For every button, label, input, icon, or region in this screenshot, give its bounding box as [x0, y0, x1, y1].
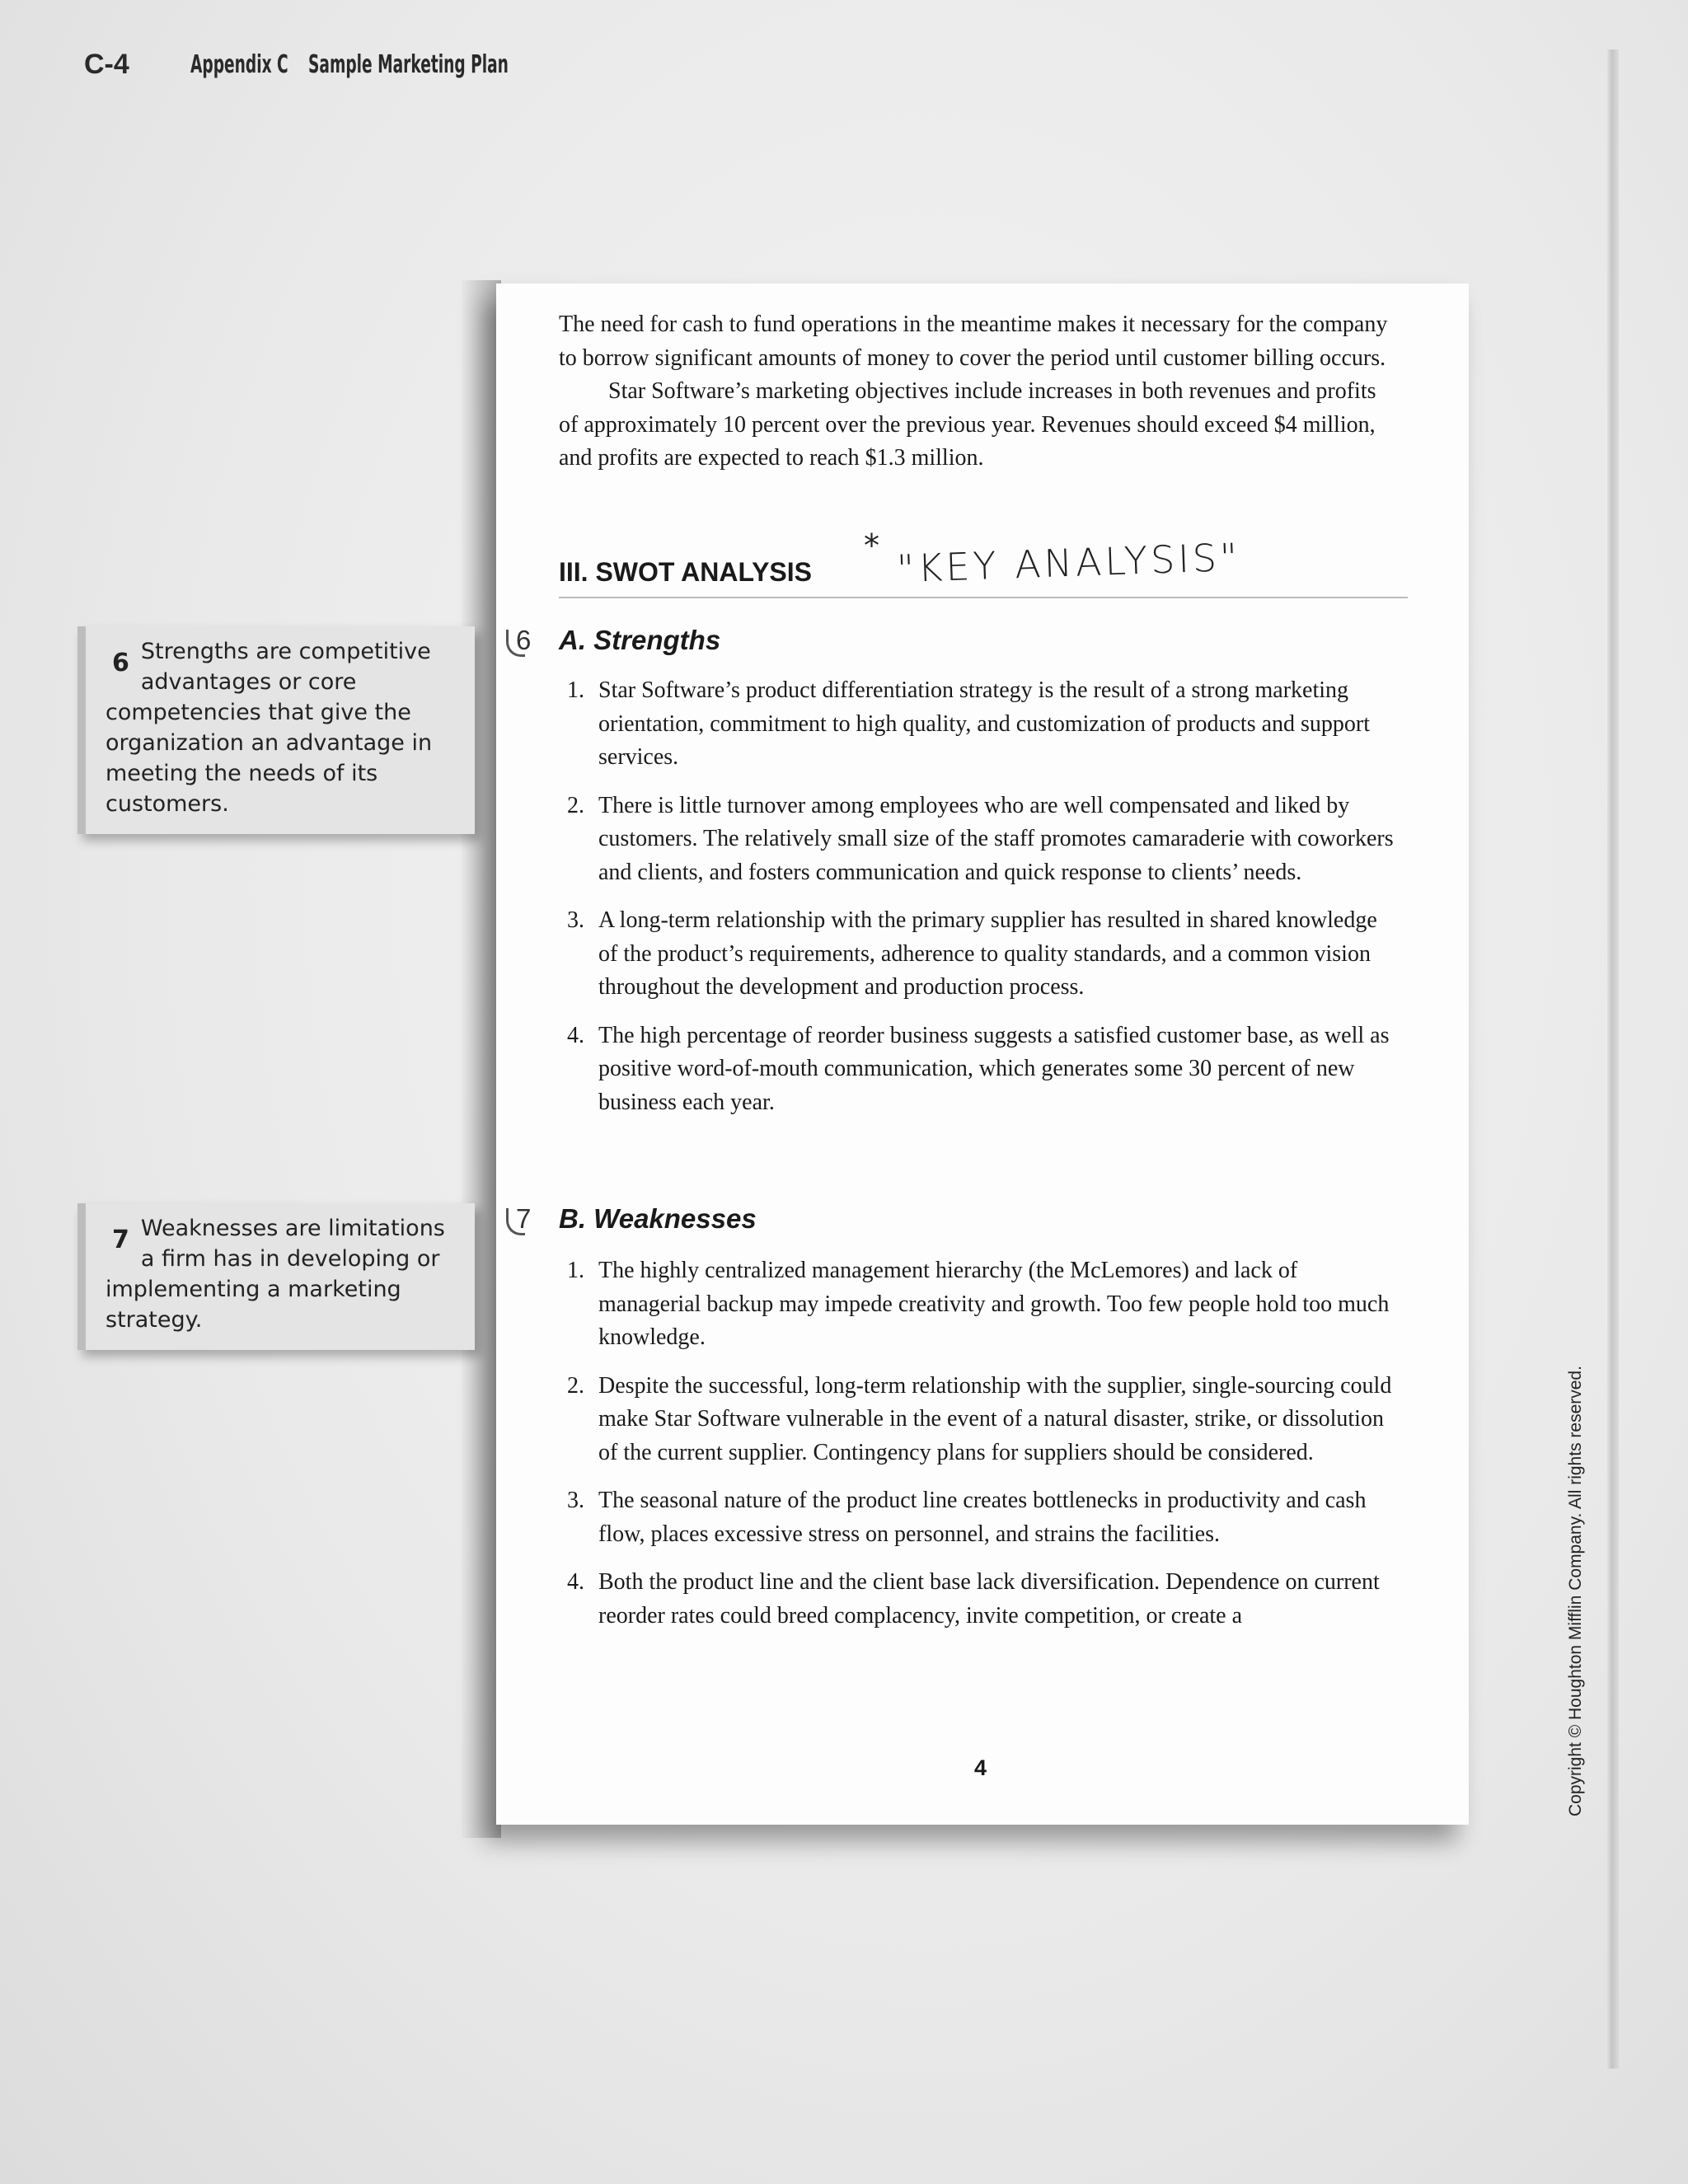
list-item: 4. Both the product line and the client base lack diversification. Dependence on current reorder rates could breed complacency, invite competition, or create a [567, 1569, 1380, 1629]
page-id: C-4 [84, 48, 129, 80]
sidenote-number: 6 [112, 649, 129, 677]
swot-heading [559, 527, 1408, 598]
page-number: 4 [974, 1755, 987, 1780]
handwritten-star: * [864, 527, 879, 564]
running-header [84, 45, 631, 84]
header-title: Sample Marketing Plan [308, 49, 509, 79]
list-item: 2. There is little turnover among employees who are well compensated and liked by customers. The relatively small size of the staff promotes camaraderie with coworkers and clients, and fosters communication and quick response to clients’ needs. [567, 792, 1394, 885]
sidenote-text: Weaknesses are limitations a firm has in developing or implementing a marketing strategy. [106, 1216, 445, 1333]
page-shadow [462, 280, 501, 1838]
section-title: III. SWOT ANALYSIS [559, 557, 812, 587]
copyright-notice: Copyright © Houghton Mifflin Company. All rights reserved. [1566, 1366, 1585, 1816]
marker-number: 7 [516, 1203, 532, 1234]
marker-number: 6 [516, 625, 532, 655]
list-item: 1. The highly centralized management hierarchy (the McLemores) and lack of managerial backup may impede creativity and growth. Too few people hold too much knowledge. [567, 1258, 1390, 1350]
list-item: 2. Despite the successful, long-term relationship with the supplier, single-sourcing could make Star Software vulnerable in the event of a natural disaster, strike, or dissolution of the current supplier. Contingency plans for suppliers should be considered. [567, 1372, 1392, 1465]
list-item: 4. The high percentage of reorder business suggests a satisfied customer base, as well as positive word-of-mouth communication, which generates some 30 percent of new business each year. [567, 1022, 1390, 1115]
intro-paragraph-1: The need for cash to fund operations in the meantime makes it necessary for the company to borrow significant amounts of money to cover the period until customer billing occurs. [559, 312, 1388, 371]
strengths-list [559, 674, 1400, 1134]
strengths-marker [516, 625, 531, 656]
weaknesses-heading: B. Weaknesses [559, 1203, 757, 1234]
strengths-heading: A. Strengths [559, 625, 721, 655]
sidenote-weaknesses [77, 1203, 475, 1350]
list-item: 3. A long-term relationship with the primary supplier has resulted in shared knowledge of the product’s requirements, adherence to quality standards, and a common vision throughout the development and production process. [567, 907, 1377, 1000]
weaknesses-marker [516, 1203, 531, 1235]
intro-paragraph-2: Star Software’s marketing objectives include increases in both revenues and profits of approximately 10 percent over the previous year. Revenues should exceed $4 million, and profits are expected to reach $1.3 million. [559, 378, 1376, 471]
weaknesses-list [559, 1254, 1400, 1647]
list-item: 3. The seasonal nature of the product line creates bottlenecks in productivity and cash flow, places excessive stress on personnel, and strains the facilities. [567, 1488, 1367, 1547]
appendix-label: Appendix C [190, 49, 288, 79]
handwritten-note: "KEY ANALYSIS" [896, 534, 1242, 592]
intro-text [559, 308, 1400, 476]
sidenote-number: 7 [112, 1226, 129, 1254]
sidenote-strengths [77, 626, 475, 834]
sidenote-text: Strengths are competitive advantages or core competencies that give the organization an advantage in meeting the needs of its customers. [106, 639, 433, 817]
list-item: 1. Star Software’s product differentiation strategy is the result of a strong marketing orientation, commitment to high quality, and customization of products and support services. [567, 677, 1371, 770]
book-edge [1607, 49, 1619, 2069]
